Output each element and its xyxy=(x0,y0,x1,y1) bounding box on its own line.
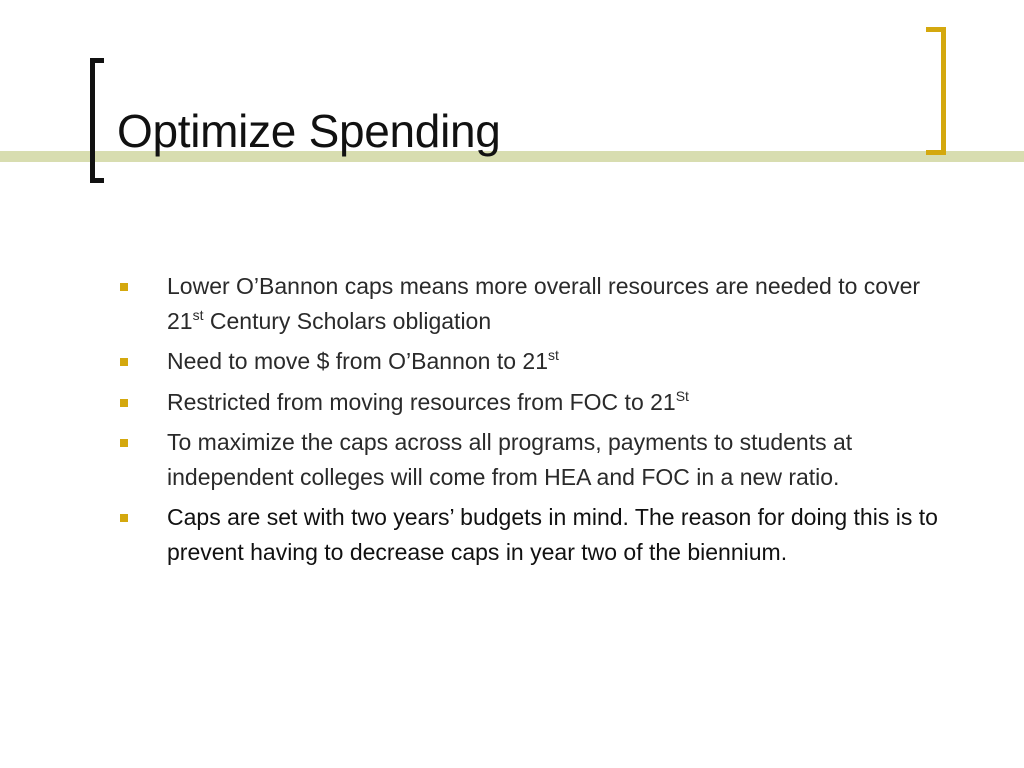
bullet-item-5 xyxy=(118,500,958,569)
bullet-text: To maximize the caps across all programs, payments to students at independent colleges will come from HEA and FOC in a new ratio. xyxy=(167,429,853,490)
bullet-text: Lower O’Bannon caps means more overall resources are needed to cover 21 xyxy=(167,273,921,334)
bullet-item-1 xyxy=(118,269,958,338)
bullet-superscript: St xyxy=(675,387,689,404)
right-bracket-decoration xyxy=(926,27,946,155)
square-bullet-icon xyxy=(120,358,128,366)
bullet-list xyxy=(118,269,958,575)
square-bullet-icon xyxy=(120,439,128,447)
square-bullet-icon xyxy=(120,514,128,522)
bullet-text: Caps are set with two years’ budgets in mind. The reason for doing this is to prevent having to decrease caps in year two of the biennium. xyxy=(167,504,938,565)
left-bracket-decoration xyxy=(90,58,104,183)
bullet-superscript: st xyxy=(548,347,559,363)
slide-title: Optimize Spending xyxy=(117,105,501,157)
bullet-item-4 xyxy=(118,425,958,494)
bullet-item-2 xyxy=(118,344,958,379)
bullet-text: Restricted from moving resources from FOC to 21 xyxy=(167,388,676,415)
bullet-superscript: st xyxy=(192,306,204,323)
bullet-text: Need to move $ from O’Bannon to 21 xyxy=(167,348,548,374)
bullet-item-3 xyxy=(118,385,958,420)
bullet-text-continued: Century Scholars obligation xyxy=(203,307,492,334)
square-bullet-icon xyxy=(120,283,128,291)
square-bullet-icon xyxy=(120,399,128,407)
